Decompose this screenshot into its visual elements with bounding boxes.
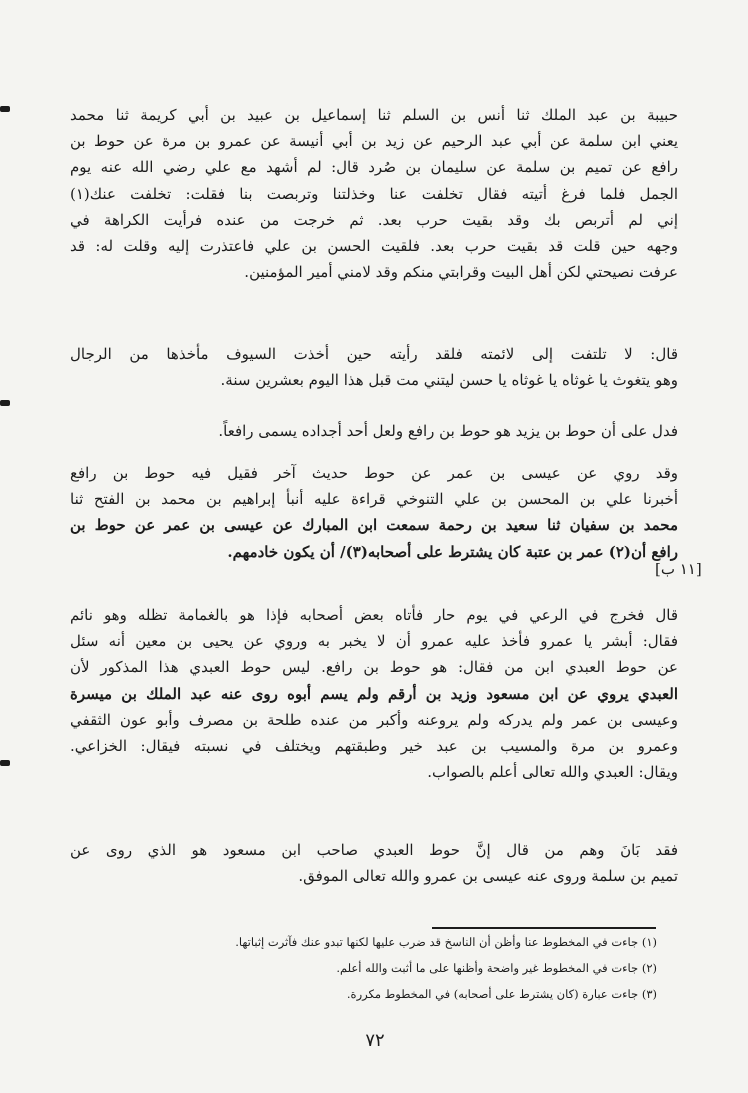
text-line: ويقال: العبدي والله تعالى أعلم بالصواب.	[427, 763, 678, 782]
text-line: فقد بَانَ وهم من قال إنَّ حوط العبدي صاحب ابن مسعود هو الذي روى عن	[70, 841, 678, 859]
paragraph-1	[70, 102, 678, 285]
text-line: وقد روي عن عيسى بن عمر عن حوط حديث آخر فقيل فيه حوط بن رافع	[70, 464, 678, 482]
margin-mark	[0, 106, 10, 112]
text-line: عن حوط العبدي ابن من فقال: هو حوط بن رافع. ليس حوط العبدي هذا المذكور لأن	[70, 658, 678, 677]
footnote-3: (٣) جاءت عبارة (كان يشترط على أصحابه) في المخطوط مكررة.	[346, 987, 657, 1001]
margin-mark	[0, 400, 10, 406]
page-number: ٧٢	[365, 1030, 385, 1051]
paragraph-2	[70, 341, 678, 393]
text-line: رافع عن تميم بن سلمة عن سليمان بن صُرد قال: لم أشهد مع علي رضي الله عنه يوم	[70, 158, 678, 177]
text-line: فدل على أن حوط بن يزيد هو حوط بن رافع ولعل أحد أجداده يسمى رافعاً.	[218, 422, 678, 440]
footnote-divider	[432, 927, 656, 929]
text-line: وعمرو بن مرة والمسيب بن عبد خير وطبقتهم ويختلف في نسبته فيقال: الخزاعي.	[70, 737, 678, 756]
text-line: إني لم أتربص بك وقد بقيت حرب بعد. ثم خرجت من عنده فرأيت الكراهة في	[70, 210, 678, 229]
text-line: حبيبة بن عبد الملك ثنا أنس بن السلم ثنا إسماعيل بن عبيد بن أبي كريمة ثنا محمد	[70, 106, 678, 124]
text-line: قال: لا تلتفت إلى لائمته فلقد رأيته حين أخذت السيوف مأخذها من الرجال	[70, 345, 678, 363]
text-line: العبدي يروي عن ابن مسعود وزيد بن أرقم ولم يسم أبوه روى عنه عبد الملك بن ميسرة	[70, 684, 678, 703]
text-line: الجمل فلما فرغ أتيته فقال تخلفت عنا وخذلتنا وتربصت بنا فقلت: تخلفت عنك(١)	[70, 184, 678, 203]
paragraph-4	[70, 460, 678, 565]
paragraph-6	[70, 837, 678, 889]
text-line: تميم بن سلمة وروى عنه عيسى بن عمرو والله تعالى الموفق.	[298, 867, 678, 886]
footnote-2: (٢) جاءت في المخطوط غير واضحة وأظنها على ما أثبت والله أعلم.	[336, 961, 657, 975]
text-line: وجهه حين قلت قد بقيت حرب بعد. فلقيت الحسن بن علي فاعتذرت إليه وقلت له: قد	[70, 237, 678, 256]
text-line: قال فخرج في الرعي في يوم حار فأتاه بعض أصحابه فإذا هو بالغمامة تظله وهو نائم	[70, 606, 678, 624]
paragraph-5	[70, 602, 678, 785]
manuscript-folio-note: [١١ ب]	[655, 560, 702, 578]
text-line: وهو يتغوث يا غوثاه يا غوثاه يا حسن ليتني مت قبل هذا اليوم بعشرين سنة.	[220, 371, 678, 390]
paragraph-3	[70, 418, 678, 444]
text-line: وعيسى بن عمر ولم يدركه ولم يروعنه وأكبر من عنده طلحة بن مصرف وأبو عون الثقفي	[70, 710, 678, 729]
margin-mark	[0, 760, 10, 766]
footnote-1: (١) جاءت في المخطوط عنا وأظن أن الناسخ قد ضرب عليها لكنها تبدو عنك فآثرت إثباتها.	[235, 935, 657, 949]
text-line: رافع أن(٢) عمر بن عتبة كان يشترط على أصحابه(٣)/ أن يكون خادمهم.	[227, 542, 678, 561]
text-line: يعني ابن سلمة عن أبي عبد الرحيم عن زيد بن أبي أنيسة عن عمرو بن مرة عن حوط بن	[70, 132, 678, 151]
text-line: أخبرنا علي بن المحسن بن علي التنوخي قراءة عليه أنبأ إبراهيم بن محمد بن الفتح ثنا	[70, 490, 678, 509]
text-line: فقال: أبشر يا عمرو فأخذ عليه عمرو أن لا يخبر به وروي عن يحيى بن معين أنه سئل	[70, 632, 678, 651]
text-line: محمد بن سفيان ثنا سعيد بن رحمة سمعت ابن المبارك عن عيسى بن عمر عن حوط بن	[70, 516, 678, 535]
text-line: عرفت نصيحتي لكن أهل البيت وقرابتي منكم وقد لامني أمير المؤمنين.	[244, 263, 678, 282]
